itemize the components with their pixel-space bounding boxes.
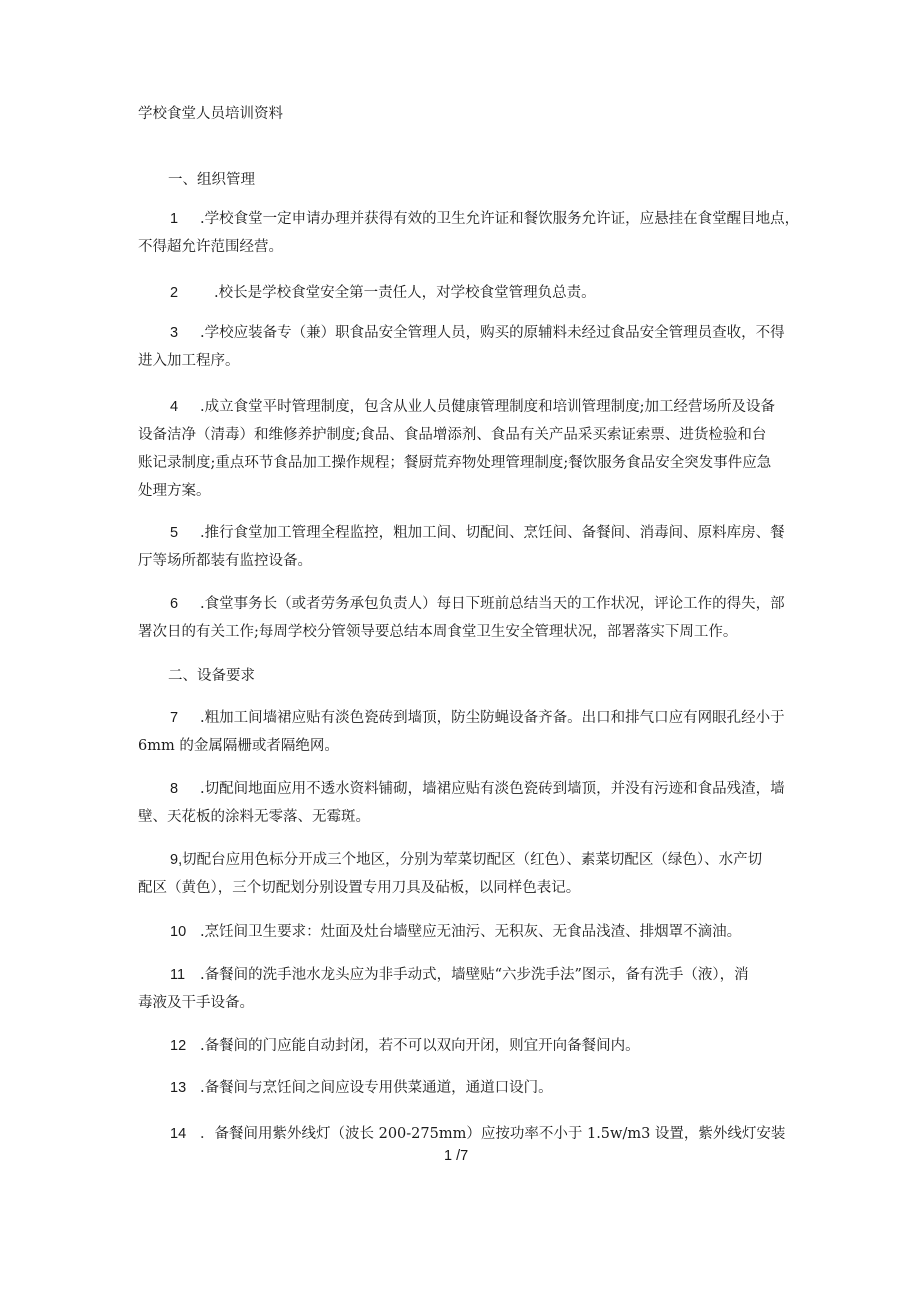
list-item <box>138 279 788 307</box>
item-text: .备餐间与烹饪间之间应设专用供菜通道，通道口设门。 <box>200 1080 553 1096</box>
item-text: 切配台应用色标分开成三个地区，分别为荤菜切配区（红色）、素菜切配区（绿色）、水产切 <box>182 852 763 868</box>
page-current: 1 <box>444 1148 453 1164</box>
list-item <box>138 1032 788 1060</box>
list-item <box>138 775 788 831</box>
list-item <box>138 704 788 760</box>
item-number: 9, <box>170 852 183 868</box>
item-text: 壁、天花板的涂料无零落、无霉斑。 <box>138 809 370 825</box>
item-number: 2 <box>170 285 179 301</box>
item-number: 8 <box>170 781 179 797</box>
list-item <box>138 205 800 261</box>
section-heading-equipment: 二、设备要求 <box>168 668 255 684</box>
item-number: 5 <box>170 525 179 541</box>
item-text: .备餐间的洗手池水龙头应为非手动式，墙壁贴“六步洗手法”图示，备有洗手（液），消 <box>200 967 749 983</box>
item-text: 署次日的有关工作;每周学校分管领导要总结本周食堂卫生安全管理状况，部署落实下周工作。 <box>138 624 738 640</box>
item-number: 10 <box>170 924 187 940</box>
list-item <box>138 918 788 946</box>
item-number: 1 <box>170 211 179 227</box>
item-text: 配区（黄色），三个切配划分别设置专用刀具及砧板，以同样色表记。 <box>138 880 581 896</box>
item-number: 13 <box>170 1080 187 1096</box>
page-number <box>444 1146 468 1166</box>
item-number: 3 <box>170 325 179 341</box>
item-text: 设备洁净（清毒）和维修养护制度;食品、食品增添剂、食品有关产品采买索证索票、进货检验和台 <box>138 427 767 443</box>
list-item <box>138 590 788 646</box>
item-text: ．备餐间用紫外线灯（波长 200-275mm）应按功率不小于 1.5w/m3 设置，紫外线灯安装 <box>200 1126 786 1142</box>
item-text: 毒液及干手设备。 <box>138 995 254 1011</box>
item-text: 不得超允许范围经营。 <box>138 239 283 255</box>
item-text: .粗加工间墙裙应贴有淡色瓷砖到墙顶，防尘防蝇设备齐备。出口和排气口应有网眼孔经小于 <box>200 710 785 726</box>
list-item <box>138 961 788 1017</box>
item-text: 6mm 的金属隔栅或者隔绝网。 <box>138 738 339 754</box>
item-text: 进入加工程序。 <box>138 353 240 369</box>
list-item <box>138 319 788 375</box>
item-text: 账记录制度;重点环节食品加工操作规程；餐厨荒弃物处理管理制度;餐饮服务食品安全突发事件应急 <box>138 455 772 471</box>
item-text: .推行食堂加工管理全程监控，粗加工间、切配间、烹饪间、备餐间、消毒间、原料库房、餐 <box>200 525 785 541</box>
item-text: .成立食堂平时管理制度，包含从业人员健康管理制度和培训管理制度;加工经营场所及设备 <box>200 399 775 415</box>
item-number: 11 <box>170 967 186 983</box>
list-item <box>138 393 788 505</box>
item-text: 处理方案。 <box>138 483 211 499</box>
section-heading-organization: 一、组织管理 <box>168 172 255 188</box>
list-item <box>138 519 788 575</box>
item-number: 4 <box>170 399 179 415</box>
item-number: 7 <box>170 710 179 726</box>
item-number: 12 <box>170 1038 187 1054</box>
list-item <box>138 1074 788 1102</box>
list-item <box>138 846 788 902</box>
page-total: 7 <box>460 1148 469 1164</box>
item-text: .烹饪间卫生要求：灶面及灶台墙壁应无油污、无积灰、无食品浅渣、排烟罩不滴油。 <box>200 924 742 940</box>
item-text: .备餐间的门应能自动封闭，若不可以双向开闭，则宜开向备餐间内。 <box>200 1038 640 1054</box>
item-text: .学校应装备专（兼）职食品安全管理人员，购买的原辅料未经过食品安全管理员查收，不得 <box>200 325 785 341</box>
item-text: .校长是学校食堂安全第一责任人，对学校食堂管理负总责。 <box>214 285 596 301</box>
item-text: .切配间地面应用不透水资料铺砌，墙裙应贴有淡色瓷砖到墙顶，并没有污迹和食品残渣，墙 <box>200 781 785 797</box>
item-text: .学校食堂一定申请办理并获得有效的卫生允许证和餐饮服务允许证，应悬挂在食堂醒目地点， <box>200 211 800 227</box>
page-separator: / <box>452 1148 461 1164</box>
item-text: .食堂事务长（或者劳务承包负责人）每日下班前总结当天的工作状况，评论工作的得失，部 <box>200 596 785 612</box>
item-number: 14 <box>170 1126 187 1142</box>
document-title: 学校食堂人员培训资料 <box>138 106 283 122</box>
list-item <box>138 1120 788 1148</box>
item-number: 6 <box>170 596 179 612</box>
item-text: 厅等场所都装有监控设备。 <box>138 553 312 569</box>
